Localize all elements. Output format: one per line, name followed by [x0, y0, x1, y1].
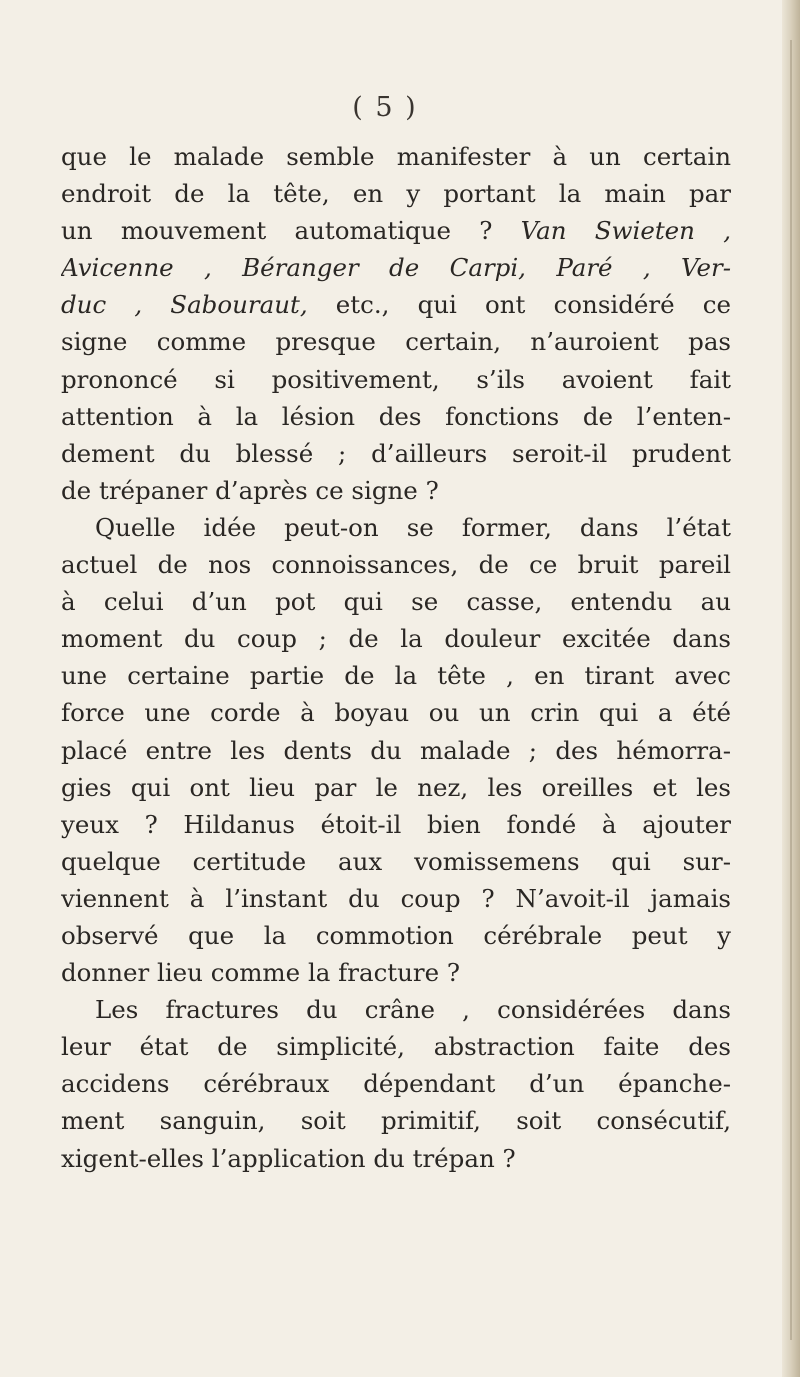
text-line [61, 843, 731, 880]
text-line [61, 657, 731, 694]
text-run: xigent-elles l’application du trépan ? [61, 1143, 516, 1173]
text-run: un mouvement automatique ? [61, 216, 521, 246]
text-run: une certaine partie de la tête , en tirant avec [61, 661, 731, 691]
text-line [61, 212, 731, 249]
text-run: ment sanguin, soit primitif, soit consécutif, [61, 1106, 731, 1136]
page-edge [782, 0, 800, 1377]
text-run: dement du blessé ; d’ailleurs seroit-il prudent [61, 438, 731, 468]
text-line [61, 138, 731, 175]
text-run: observé que la commotion cérébrale peut y [61, 920, 731, 950]
text-line [61, 769, 731, 806]
paragraph [61, 509, 731, 991]
text-run: prononcé si positivement, s’ils avoient fait [61, 364, 731, 394]
page-edge-shadow [790, 40, 792, 1340]
text-line [61, 620, 731, 657]
text-line [61, 880, 731, 917]
text-run: attention à la lésion des fonctions de l’enten- [61, 401, 731, 431]
text-line [61, 509, 731, 546]
text-line [61, 361, 731, 398]
text-line [61, 806, 731, 843]
text-line [61, 917, 731, 954]
text-run: etc., qui ont considéré ce [307, 290, 731, 320]
text-run: force une corde à boyau ou un crin qui a été [61, 698, 731, 728]
italic-name: duc , Sabouraut, [61, 290, 308, 320]
text-run: placé entre les dents du malade ; des hémorra- [61, 735, 731, 765]
text-line [61, 286, 731, 323]
text-run: yeux ? Hildanus étoit-il bien fondé à ajouter [61, 809, 731, 839]
body-text [61, 138, 731, 1177]
text-run: gies qui ont lieu par le nez, les oreilles et les [61, 772, 731, 802]
text-line [61, 732, 731, 769]
text-line [61, 546, 731, 583]
text-line [61, 1065, 731, 1102]
text-line [61, 1102, 731, 1139]
paragraph [61, 991, 731, 1176]
text-line [61, 398, 731, 435]
text-run: à celui d’un pot qui se casse, entendu au [61, 587, 731, 617]
text-run: que le malade semble manifester à un certain [61, 142, 731, 171]
page-number: ( 5 ) [352, 92, 418, 123]
paragraph [61, 138, 731, 509]
text-line [61, 175, 731, 212]
text-run: quelque certitude aux vomissemens qui sur- [61, 846, 731, 876]
text-run: actuel de nos connoissances, de ce bruit pareil [61, 550, 731, 580]
text-line [61, 249, 731, 286]
text-line [61, 1140, 731, 1177]
text-run: Quelle idée peut-on se former, dans l’état [95, 512, 731, 542]
text-run: leur état de simplicité, abstraction faite des [61, 1032, 731, 1062]
text-line [61, 435, 731, 472]
text-line [61, 991, 731, 1028]
text-run: donner lieu comme la fracture ? [61, 958, 461, 988]
italic-name: Avicenne , Béranger de Carpi, Paré , Ver- [61, 253, 731, 283]
text-run: signe comme presque certain, n’auroient pas [61, 327, 731, 357]
text-line [61, 694, 731, 731]
text-run: moment du coup ; de la douleur excitée dans [61, 624, 731, 654]
text-line [61, 323, 731, 360]
text-line [61, 1028, 731, 1065]
text-run: de trépaner d’après ce signe ? [61, 475, 439, 505]
text-run: Les fractures du crâne , considérées dans [95, 995, 731, 1025]
text-line [61, 583, 731, 620]
text-run: viennent à l’instant du coup ? N’avoit-il jamais [61, 883, 731, 913]
text-run: accidens cérébraux dépendant d’un épanche- [61, 1069, 731, 1099]
text-line [61, 472, 731, 509]
text-run: endroit de la tête, en y portant la main par [61, 179, 731, 209]
text-line [61, 954, 731, 991]
italic-name: Van Swieten , [520, 216, 731, 246]
